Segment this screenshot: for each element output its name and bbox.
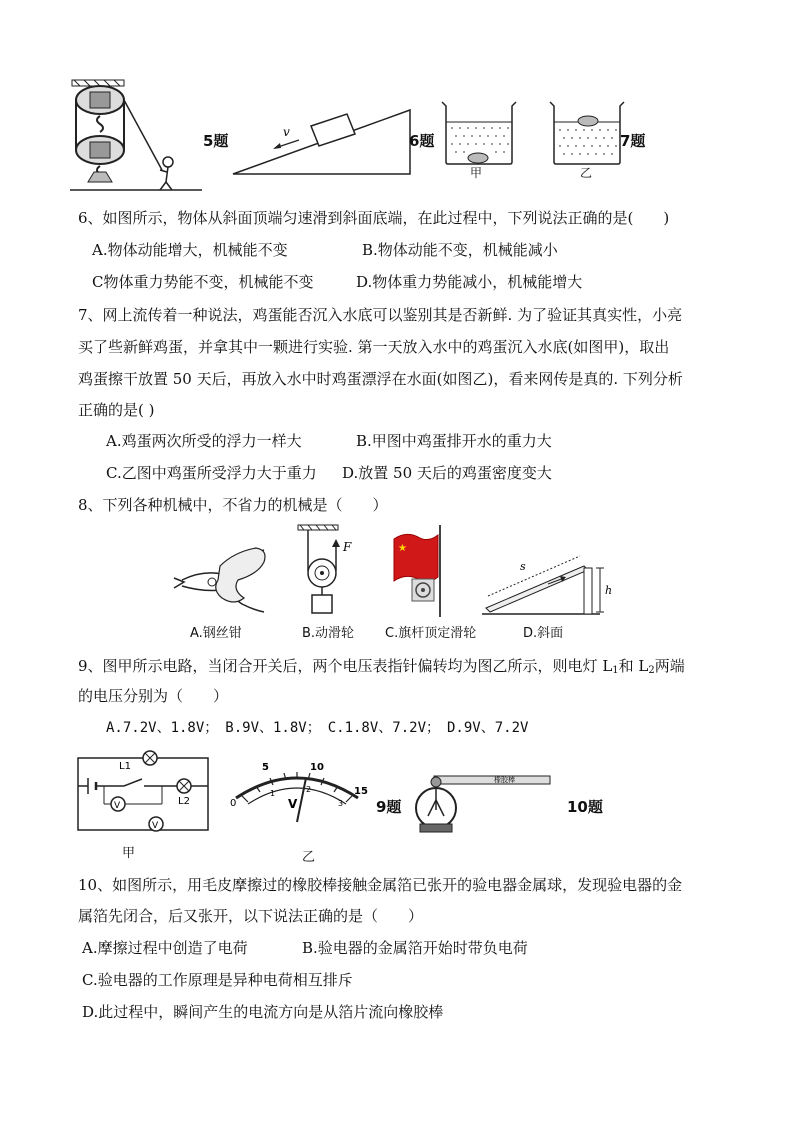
q10-stem-line-1: 10、如图所示，用毛皮摩擦过的橡胶棒接触金属箔已张开的验电器金属球，发现验电器的金 bbox=[78, 876, 683, 894]
q7-label: 7题 bbox=[620, 132, 646, 150]
q6-option-a: A.物体动能增大，机械能不变 bbox=[92, 241, 288, 259]
dial-v-label: V bbox=[288, 797, 298, 811]
q8-caption-a: A.钢丝钳 bbox=[190, 626, 242, 641]
beaker-jia-caption: 甲 bbox=[470, 166, 483, 180]
q10-option-b: B.验电器的金属箔开始时带负电荷 bbox=[302, 939, 528, 957]
circuit-jia-caption: 甲 bbox=[122, 846, 136, 861]
q10-option-a: A.摩擦过程中创造了电荷 bbox=[82, 939, 248, 957]
q6-option-b: B.物体动能不变，机械能减小 bbox=[362, 241, 558, 259]
voltmeter-1-label: V bbox=[114, 801, 121, 811]
force-label: F bbox=[343, 540, 352, 554]
q6-option-c: C物体重力势能不变，机械能不变 bbox=[92, 273, 314, 291]
velocity-label: v bbox=[283, 125, 290, 139]
q9-stem-line-1 bbox=[78, 656, 685, 676]
q7-stem-line-1: 7、网上流传着一种说法，鸡蛋能否沉入水底可以鉴别其是否新鲜. 为了验证其真实性，小亮 bbox=[78, 306, 683, 324]
h-label: h bbox=[605, 584, 613, 597]
q7-stem-line-2: 买了些新鲜鸡蛋，并拿其中一颗进行实验. 第一天放入水中的鸡蛋沉入水底(如图甲)，取出 bbox=[78, 338, 670, 356]
s-label: s bbox=[520, 560, 526, 573]
q5-label: 5题 bbox=[203, 132, 229, 150]
q6-label: 6题 bbox=[409, 132, 435, 150]
dial-10-label: 10 bbox=[310, 762, 324, 773]
l1-subscript: 1 bbox=[612, 665, 619, 676]
dial-1-label: 1 bbox=[270, 789, 276, 798]
circuit-l1-label: L1 bbox=[119, 761, 131, 772]
q9-label: 9题 bbox=[376, 798, 402, 816]
rubber-rod-label: 橡胶棒 bbox=[494, 776, 515, 784]
voltmeter-2-label: V bbox=[152, 821, 159, 831]
q8-caption-c: C.旗杆顶定滑轮 bbox=[385, 626, 477, 641]
q7-stem-line-3: 鸡蛋擦干放置 50 天后，再放入水中时鸡蛋漂浮在水面(如图乙)，看来网传是真的. 下列分析 bbox=[78, 370, 683, 388]
dial-2-label: 2 bbox=[306, 785, 312, 794]
q8-caption-b: B.动滑轮 bbox=[302, 626, 355, 641]
svg-text:★: ★ bbox=[398, 543, 407, 554]
q10-option-d: D.此过程中，瞬间产生的电流方向是从箔片流向橡胶棒 bbox=[82, 1003, 444, 1021]
circuit-l2-label: L2 bbox=[178, 796, 190, 807]
q8-caption-d: D.斜面 bbox=[523, 626, 564, 641]
q10-label: 10题 bbox=[567, 798, 603, 816]
q9-stem-text-2: 和 L bbox=[618, 657, 649, 675]
q10-option-c: C.验电器的工作原理是异种电荷相互排斥 bbox=[82, 971, 353, 989]
q7-stem-line-4: 正确的是( ) bbox=[78, 401, 155, 419]
q9-stem-line-2: 的电压分别为（ ） bbox=[78, 687, 229, 705]
beaker-yi-caption: 乙 bbox=[580, 166, 593, 180]
dial-zero-label: 0 bbox=[230, 798, 237, 809]
dial-3-label: 3 bbox=[338, 799, 344, 808]
l2-subscript: 2 bbox=[648, 665, 655, 676]
q6-option-d: D.物体重力势能减小，机械能增大 bbox=[356, 273, 583, 291]
q7-option-c: C.乙图中鸡蛋所受浮力大于重力 bbox=[106, 464, 317, 482]
q9-options: A.7.2V、1.8V； B.9V、1.8V； C.1.8V、7.2V； D.9V、7.2V bbox=[106, 720, 529, 736]
q7-option-d: D.放置 50 天后的鸡蛋密度变大 bbox=[342, 464, 552, 482]
q8-stem: 8、下列各种机械中，不省力的机械是（ ） bbox=[78, 496, 388, 514]
dial-15-label: 15 bbox=[354, 786, 368, 797]
q9-stem-text-1: 9、图甲所示电路，当闭合开关后，两个电压表指针偏转均为图乙所示，则电灯 L bbox=[78, 657, 613, 675]
q6-stem: 6、如图所示，物体从斜面顶端匀速滑到斜面底端，在此过程中，下列说法正确的是( ) bbox=[78, 209, 670, 227]
q7-option-a: A.鸡蛋两次所受的浮力一样大 bbox=[106, 432, 302, 450]
q7-option-b: B.甲图中鸡蛋排开水的重力大 bbox=[356, 432, 552, 450]
dial-5-label: 5 bbox=[262, 762, 269, 773]
dial-yi-caption: 乙 bbox=[302, 850, 316, 865]
q9-stem-text-3: 两端 bbox=[654, 657, 685, 675]
q10-stem-line-2: 属箔先闭合，后又张开，以下说法正确的是（ ） bbox=[78, 907, 424, 925]
